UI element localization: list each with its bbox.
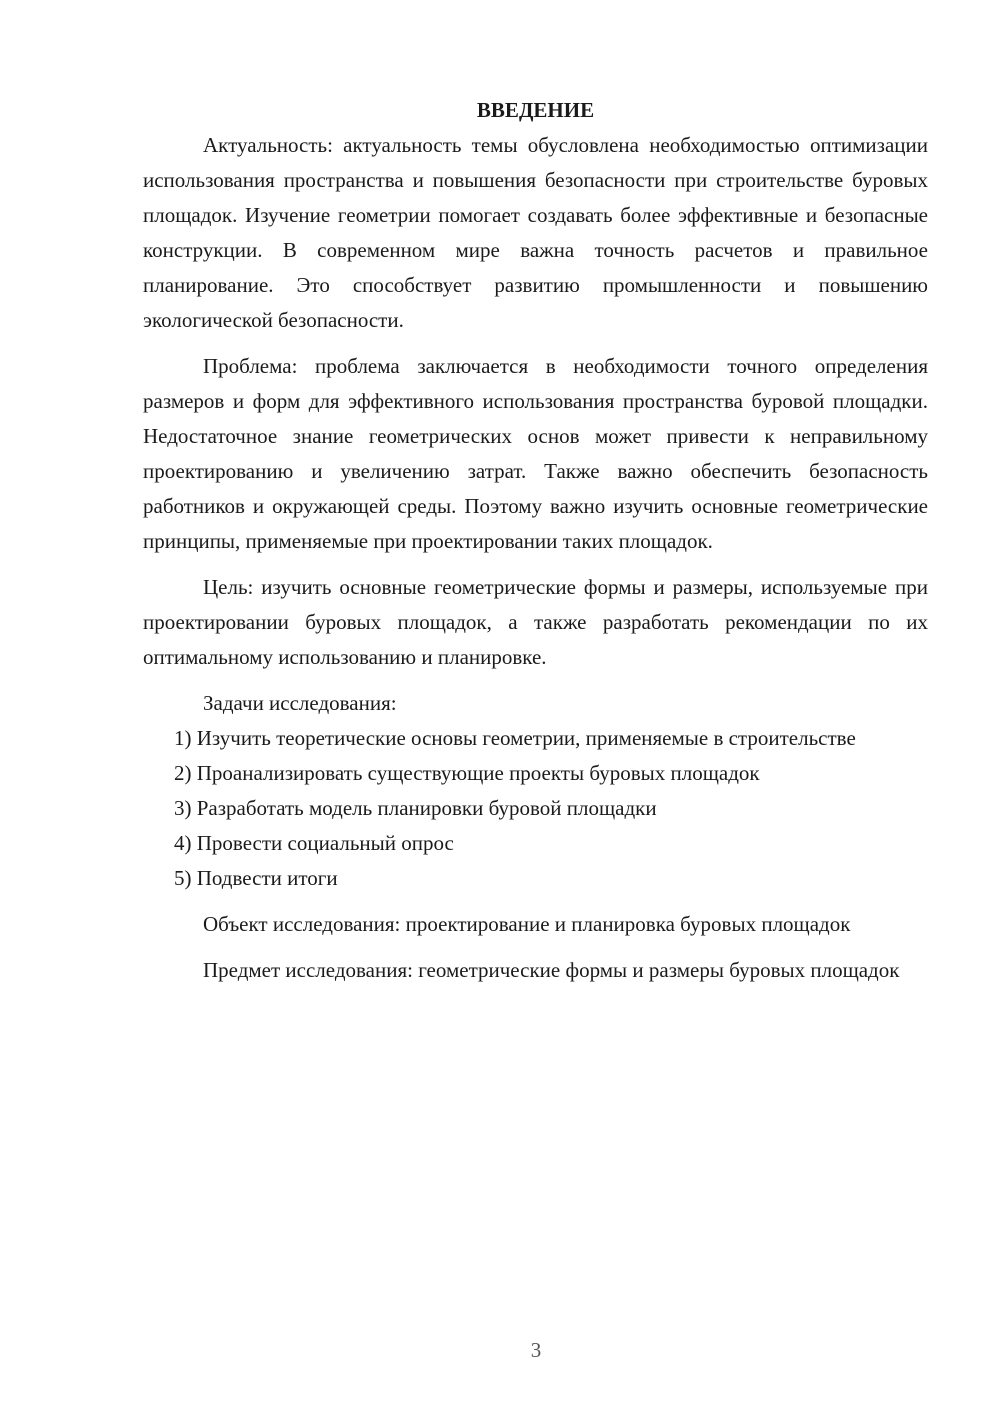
object-paragraph: Объект исследования: проектирование и планировка буровых площадок — [203, 912, 851, 936]
tasks-title: Задачи исследования: — [203, 691, 397, 715]
problem-paragraph: Проблема: проблема заключается в необходимости точного определения размеров и форм для эффективного использования пространства буровой площадки. Недостаточное знание геометрических основ может привести к неправильному проектированию и увеличению затрат. Также важно обеспечить безопасность работников и окружающей среды. Поэтому важно изучить основные геометрические принципы, применяемые при проектировании таких площадок. — [143, 354, 928, 553]
task-item-4: 4) Провести социальный опрос — [174, 831, 454, 855]
relevance-paragraph: Актуальность: актуальность темы обусловлена необходимостью оптимизации использования пространства и повышения безопасности при строительстве буровых площадок. Изучение геометрии помогает создавать более эффективные и безопасные конструкции. В современном мире важна точность расчетов и правильное планирование. Это способствует развитию промышленности и повышению экологической безопасности. — [143, 133, 928, 332]
task-item-2: 2) Проанализировать существующие проекты буровых площадок — [174, 761, 760, 785]
task-item-5: 5) Подвести итоги — [174, 866, 338, 890]
page-content — [143, 93, 928, 988]
page-number: 3 — [530, 1338, 542, 1362]
subject-paragraph: Предмет исследования: геометрические формы и размеры буровых площадок — [203, 958, 900, 982]
goal-paragraph: Цель: изучить основные геометрические формы и размеры, используемые при проектировании буровых площадок, а также разработать рекомендации по их оптимальному использованию и планировке. — [143, 575, 928, 669]
section-heading: ВВЕДЕНИЕ — [476, 98, 595, 122]
task-item-1: 1) Изучить теоретические основы геометрии, применяемые в строительстве — [174, 726, 856, 750]
task-item-3: 3) Разработать модель планировки буровой площадки — [174, 796, 657, 820]
